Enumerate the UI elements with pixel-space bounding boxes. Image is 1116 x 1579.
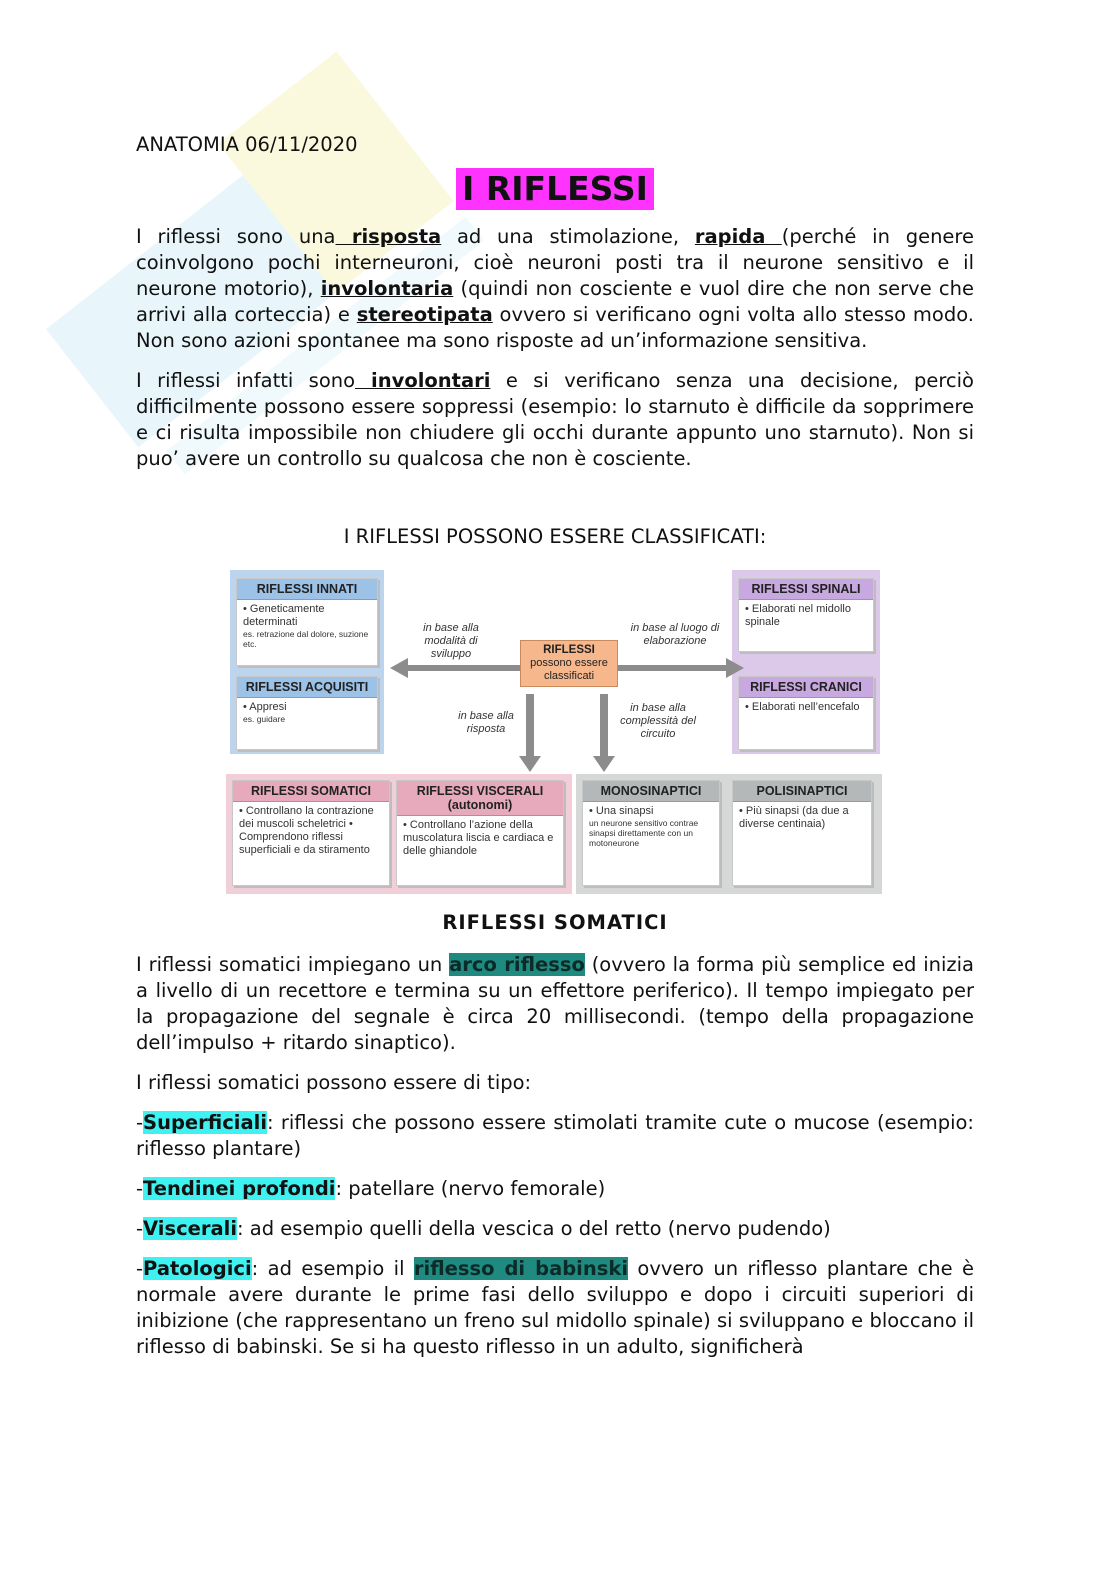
paragraph-tipi: I riflessi somatici possono essere di tipo:	[136, 1071, 532, 1094]
box-center-riflessi	[520, 640, 618, 687]
highlight-riflesso-babinski: riflesso di babinski	[413, 1257, 629, 1280]
classification-diagram	[226, 570, 882, 896]
text-run: I riflessi infatti sono	[136, 369, 356, 392]
box-title: RIFLESSI VISCERALI (autonomi)	[397, 781, 563, 816]
text-run: : patellare (nervo femorale)	[335, 1177, 606, 1200]
box-body	[583, 802, 719, 851]
box-body: • Elaborati nell’encefalo	[745, 701, 860, 713]
text-run: (quindi non cosciente e vuol dire che non serve che arrivi alla corteccia) e	[136, 277, 974, 326]
highlight-term: Viscerali	[143, 1217, 238, 1240]
highlight-term: Tendinei profondi	[143, 1177, 336, 1200]
text-run: I riflessi sono una	[136, 225, 336, 248]
keyword-rapida: rapida	[694, 225, 782, 248]
box-polisinaptici	[732, 780, 872, 886]
list-dash: -	[136, 1257, 144, 1280]
paragraph-involontari	[136, 368, 974, 472]
section-title-riflessi-somatici: RIFLESSI SOMATICI	[442, 911, 668, 934]
label-luogo-elaborazione: in base al luogo di elaborazione	[630, 622, 720, 647]
keyword-stereotipata: stereotipata	[356, 303, 493, 326]
text-run: ovvero un riflesso plantare che è normale avere durante le prime fasi dello sviluppo e dopo i circuiti superiori di inibizione (che rappresentano un freno sul midollo spinale) si sviluppano e bloccano il riflesso di babinski. Se si ha questo riflesso in un adulto, significherà	[136, 1257, 974, 1358]
text-run: : riflessi che possono essere stimolati tramite cute o mucose (esempio: riflesso plantare)	[136, 1111, 974, 1160]
box-text: • Appresi	[243, 701, 287, 713]
box-body: • Elaborati nel midollo spinale	[745, 603, 851, 628]
box-riflessi-viscerali	[396, 780, 564, 886]
keyword-involontaria: involontaria	[320, 277, 454, 300]
text-run: ad una stimolazione,	[441, 225, 695, 248]
box-monosinaptici	[582, 780, 720, 886]
list-item-patologici	[136, 1256, 974, 1360]
list-dash: -	[136, 1111, 144, 1134]
list-dash: -	[136, 1177, 144, 1200]
paragraph-definition	[136, 224, 974, 354]
box-title: RIFLESSI INNATI	[237, 579, 377, 600]
box-example: un neurone sensitivo contrae sinapsi direttamente con un motoneurone	[589, 818, 699, 848]
box-body: • Più sinapsi (da due a diverse centinaia)	[739, 805, 849, 830]
list-dash: -	[136, 1217, 144, 1240]
box-text: • Una sinapsi	[589, 805, 654, 817]
box-example: es. guidare	[243, 714, 286, 724]
list-item-tendinei	[136, 1176, 974, 1202]
document-body	[136, 132, 974, 1374]
box-title: POLISINAPTICI	[733, 781, 871, 802]
box-text: • Geneticamente determinati	[243, 603, 325, 628]
box-title: MONOSINAPTICI	[583, 781, 719, 802]
center-text: possono essere classificati	[530, 657, 608, 682]
box-example: es. retrazione dal dolore, suzione etc.	[243, 629, 369, 649]
box-title: RIFLESSI SPINALI	[739, 579, 873, 600]
classification-heading: I RIFLESSI POSSONO ESSERE CLASSIFICATI:	[343, 525, 767, 548]
text-run: ovvero si verificano ogni volta allo stesso modo. Non sono azioni spontanee ma sono risposte ad un’informazione sensitiva.	[136, 303, 974, 352]
box-body: • Controllano l’azione della muscolatura liscia e cardiaca e delle ghiandole	[403, 819, 554, 857]
box-riflessi-somatici	[232, 780, 390, 886]
document-title: I RIFLESSI	[456, 168, 654, 210]
keyword-risposta: risposta	[335, 225, 442, 248]
paragraph-arco-riflesso	[136, 952, 974, 1056]
list-item-superficiali	[136, 1110, 974, 1162]
highlight-term: Patologici	[143, 1257, 252, 1280]
box-title: RIFLESSI CRANICI	[739, 677, 873, 698]
list-item-viscerali	[136, 1216, 974, 1242]
text-run: I riflessi somatici impiegano un	[136, 953, 450, 976]
title-wrap	[136, 168, 974, 210]
text-run: (perché in genere coinvolgono pochi interneuroni, cioè neuroni posti tra il neurone sensitivo e il neurone motorio),	[136, 225, 975, 300]
keyword-involontari: involontari	[355, 369, 491, 392]
highlight-arco-riflesso: arco riflesso	[449, 953, 585, 976]
label-modalita-sviluppo: in base alla modalità di sviluppo	[423, 622, 479, 660]
text-run: e si verificano senza una decisione, perciò difficilmente possono essere soppressi (esempio: lo starnuto è difficile da sopprimere e ci risulta impossibile non chiudere gli occhi durante appunto uno starnuto). Non si puo’ avere un controllo su qualcosa che non è cosciente.	[136, 369, 974, 470]
document-header: ANATOMIA 06/11/2020	[136, 133, 358, 156]
label-risposta: in base alla risposta	[458, 710, 514, 735]
text-run: : ad esempio quelli della vescica o del retto (nervo pudendo)	[237, 1217, 831, 1240]
box-body: • Controllano la contrazione dei muscoli scheletrici • Comprendono riflessi superficiali e da stiramento	[239, 805, 374, 856]
label-complessita-circuito: in base alla complessità del circuito	[620, 702, 696, 740]
text-run: : ad esempio il	[251, 1257, 414, 1280]
text-run: (ovvero la forma più semplice ed inizia a livello di un recettore e termina su un effettore periferico). Il tempo impiegato per la propagazione del segnale è circa 20 millisecondi. (tempo della propagazione dell’impulso + ritardo sinaptico).	[136, 953, 974, 1054]
center-title: RIFLESSI	[543, 644, 595, 656]
box-title: RIFLESSI SOMATICI	[233, 781, 389, 802]
highlight-term: Superficiali	[143, 1111, 267, 1134]
box-title: RIFLESSI ACQUISITI	[237, 677, 377, 698]
